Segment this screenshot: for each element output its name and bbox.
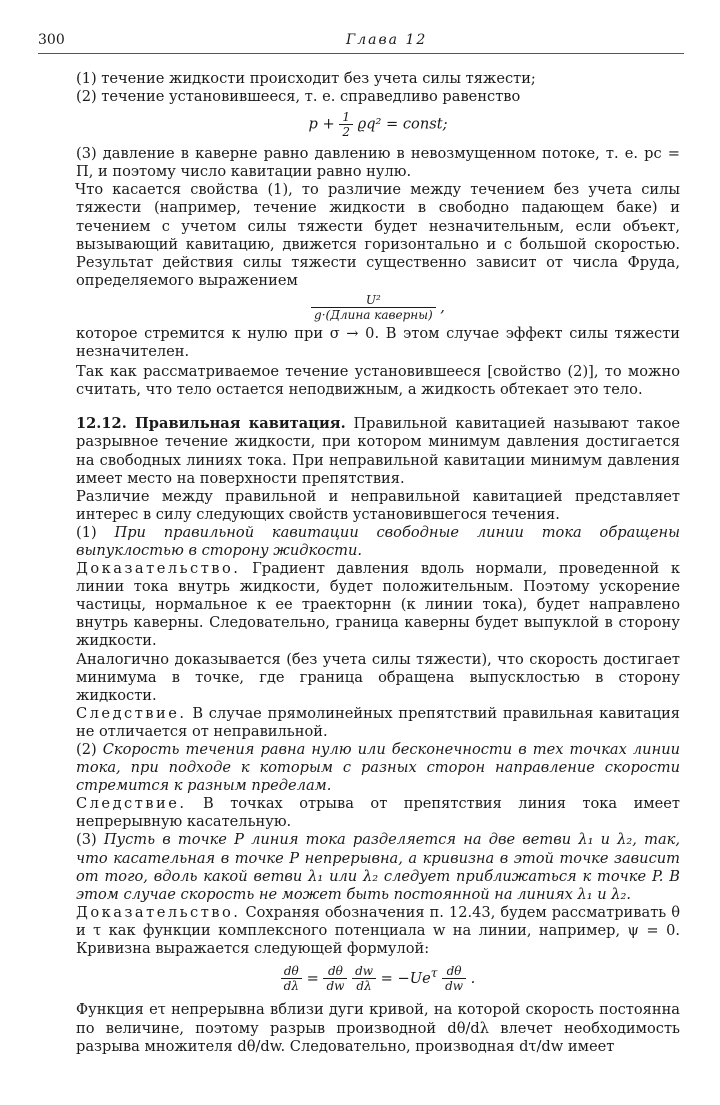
curvature-formula: $\frac{d\theta}{d\lambda}$ = $\frac{d\theta}{dw}$ $\frac{dw}{d\lambda}$ = $-Ue^\tau$ $\frac{d\theta}{dw}$ . — [76, 964, 680, 993]
dtheta-dw-2: $\frac{d\theta}{dw}$ — [442, 964, 466, 993]
paragraph-final: Функция eτ непрерывна вблизи дуги кривой, на которой скорость постоянна по величине, поэтому разрыв производной dθ/dλ влечет необходимость разрыва множителя dθ/dw. Следовательно, производная dτ/dw имеет — [76, 1001, 680, 1055]
corollary-1-text: В случае прямолинейных препятствий правильная кавитация не отличается от неправильной. — [76, 704, 681, 740]
corollary-2 — [76, 795, 680, 831]
section-intro — [76, 415, 680, 487]
formula-exponent: τ — [430, 966, 438, 981]
corollary-label-2: Следствие. — [76, 795, 187, 813]
corollary-2-text: В точках отрыва от препятствия линия тока имеет непрерывную касательную. — [76, 795, 680, 831]
formula-middle: = −Ue — [380, 969, 431, 987]
proof-label-2: Доказательство. — [76, 903, 241, 921]
formula-right: ϱq² = const; — [357, 115, 448, 133]
running-title: Глава 12 — [346, 32, 428, 48]
page-body — [76, 70, 680, 1056]
corollary-label: Следствие. — [76, 704, 187, 722]
property-3-text: Пусть в точке P линия тока разделяется на две ветви λ₁ и λ₂, так, что касательная в точке P непрерывна, а кривизна в этой точке зависит от того, вдоль какой ветви λ₁ или λ₂ следует приближаться к точке P. В этом случае скорость не может быть постоянной на линиях λ₁ и λ₂. — [76, 831, 680, 903]
proof-3-text: Сохраняя обозначения п. 12.43, будем рассматривать θ и τ как функции комплексного потенциала w на линии, например, ψ = 0. Кривизна выражается следующей формулой: — [76, 903, 681, 958]
property-1-number: (1) — [76, 523, 97, 541]
property-2-text: Скорость течения равна нулю или бесконечности в тех точках линии тока, при подходе к которым с разных сторон направление скорости стремится к разным пределам. — [76, 741, 680, 795]
property-3-number: (3) — [76, 831, 97, 849]
froude-den: g·(Длина каверны) — [314, 307, 433, 322]
section-heading: 12.12. Правильная кавитация. — [76, 415, 346, 433]
property-1-text: При правильной кавитации свободные линии тока обращены выпуклостью в сторону жидкости. — [76, 523, 681, 559]
paragraph-difference: Различие между правильной и неправильной кавитацией представляет интерес в силу следующих свойств установившегося течения. — [76, 487, 680, 523]
section-definition: Правильной кавитацией называют такое разрывное течение жидкости, при котором минимум давления достигается на свободных линиях тока. При неправильной кавитации минимум давления имеет место на поверхности препятствия. — [76, 415, 680, 487]
page-number: 300 — [38, 32, 65, 48]
dtheta-dw: $\frac{d\theta}{dw}$ — [323, 964, 347, 993]
property-1 — [76, 524, 680, 560]
paragraph-analog: Аналогично доказывается (без учета силы тяжести), что скорость достигает минимума в точке, где граница обращена выпусклостью в сторону жидкости. — [76, 650, 680, 704]
dtheta-dlambda: $\frac{d\theta}{d\lambda}$ — [281, 964, 302, 993]
fraction-den: 2 — [342, 125, 350, 140]
condition-2: (2) течение установившееся, т. е. справедливо равенство — [76, 88, 521, 106]
corollary-1 — [76, 705, 680, 741]
froude-fraction — [311, 293, 436, 322]
paragraph-gravity: Что касается свойства (1), то различие между течением без учета силы тяжести (например, течение жидкости в свободно падающем баке) и течением с учетом силы тяжести будет незначительным, если объект, вызывающий кавитацию, движется горизонтально и с большой скоростью. Результат действия силы тяжести существенно зависит от числа Фруда, определяемого выражением — [75, 181, 680, 289]
fraction-half — [339, 110, 353, 139]
proof-label: Доказательство. — [76, 560, 241, 578]
proof-1 — [76, 560, 680, 650]
fraction-num: 1 — [339, 110, 353, 125]
froude-formula: $\frac{\text{U²}}{\text{g·(Длина каверны)}}$ , — [76, 293, 680, 322]
proof-1-text: Градиент давления вдоль нормали, проведенной к линии тока внутрь жидкости, будет положительным. Поэтому ускорение частицы, нормальное к ее траекторнн (к линии тока), будет направлено внутрь каверны. Следовательно, граница каверны будет выпуклой в сторону жидкости. — [76, 560, 681, 650]
property-2 — [76, 741, 680, 795]
property-3 — [76, 831, 680, 903]
proof-3 — [76, 904, 680, 958]
page-header — [38, 31, 684, 54]
bernoulli-formula — [76, 110, 680, 139]
paragraph-froude-limit: которое стремится к нулю при σ → 0. В этом случае эффект силы тяжести незначителен. — [76, 324, 680, 361]
condition-3: (3) давление в каверне равно давлению в невозмущенном потоке, т. е. pc = П, и поэтому число кавитации равно нулю. — [76, 145, 680, 181]
condition-1: (1) течение жидкости происходит без учета силы тяжести; — [76, 70, 536, 87]
formula-left: p + — [308, 115, 335, 133]
dw-dlambda: $\frac{dw}{d\lambda}$ — [352, 964, 376, 993]
paragraph-steady: Так как рассматриваемое течение установившееся [свойство (2)], то можно считать, что тело остается неподвижным, а жидкость обтекает это тело. — [76, 363, 680, 399]
froude-num: U² — [311, 293, 436, 308]
property-2-number: (2) — [76, 741, 97, 758]
